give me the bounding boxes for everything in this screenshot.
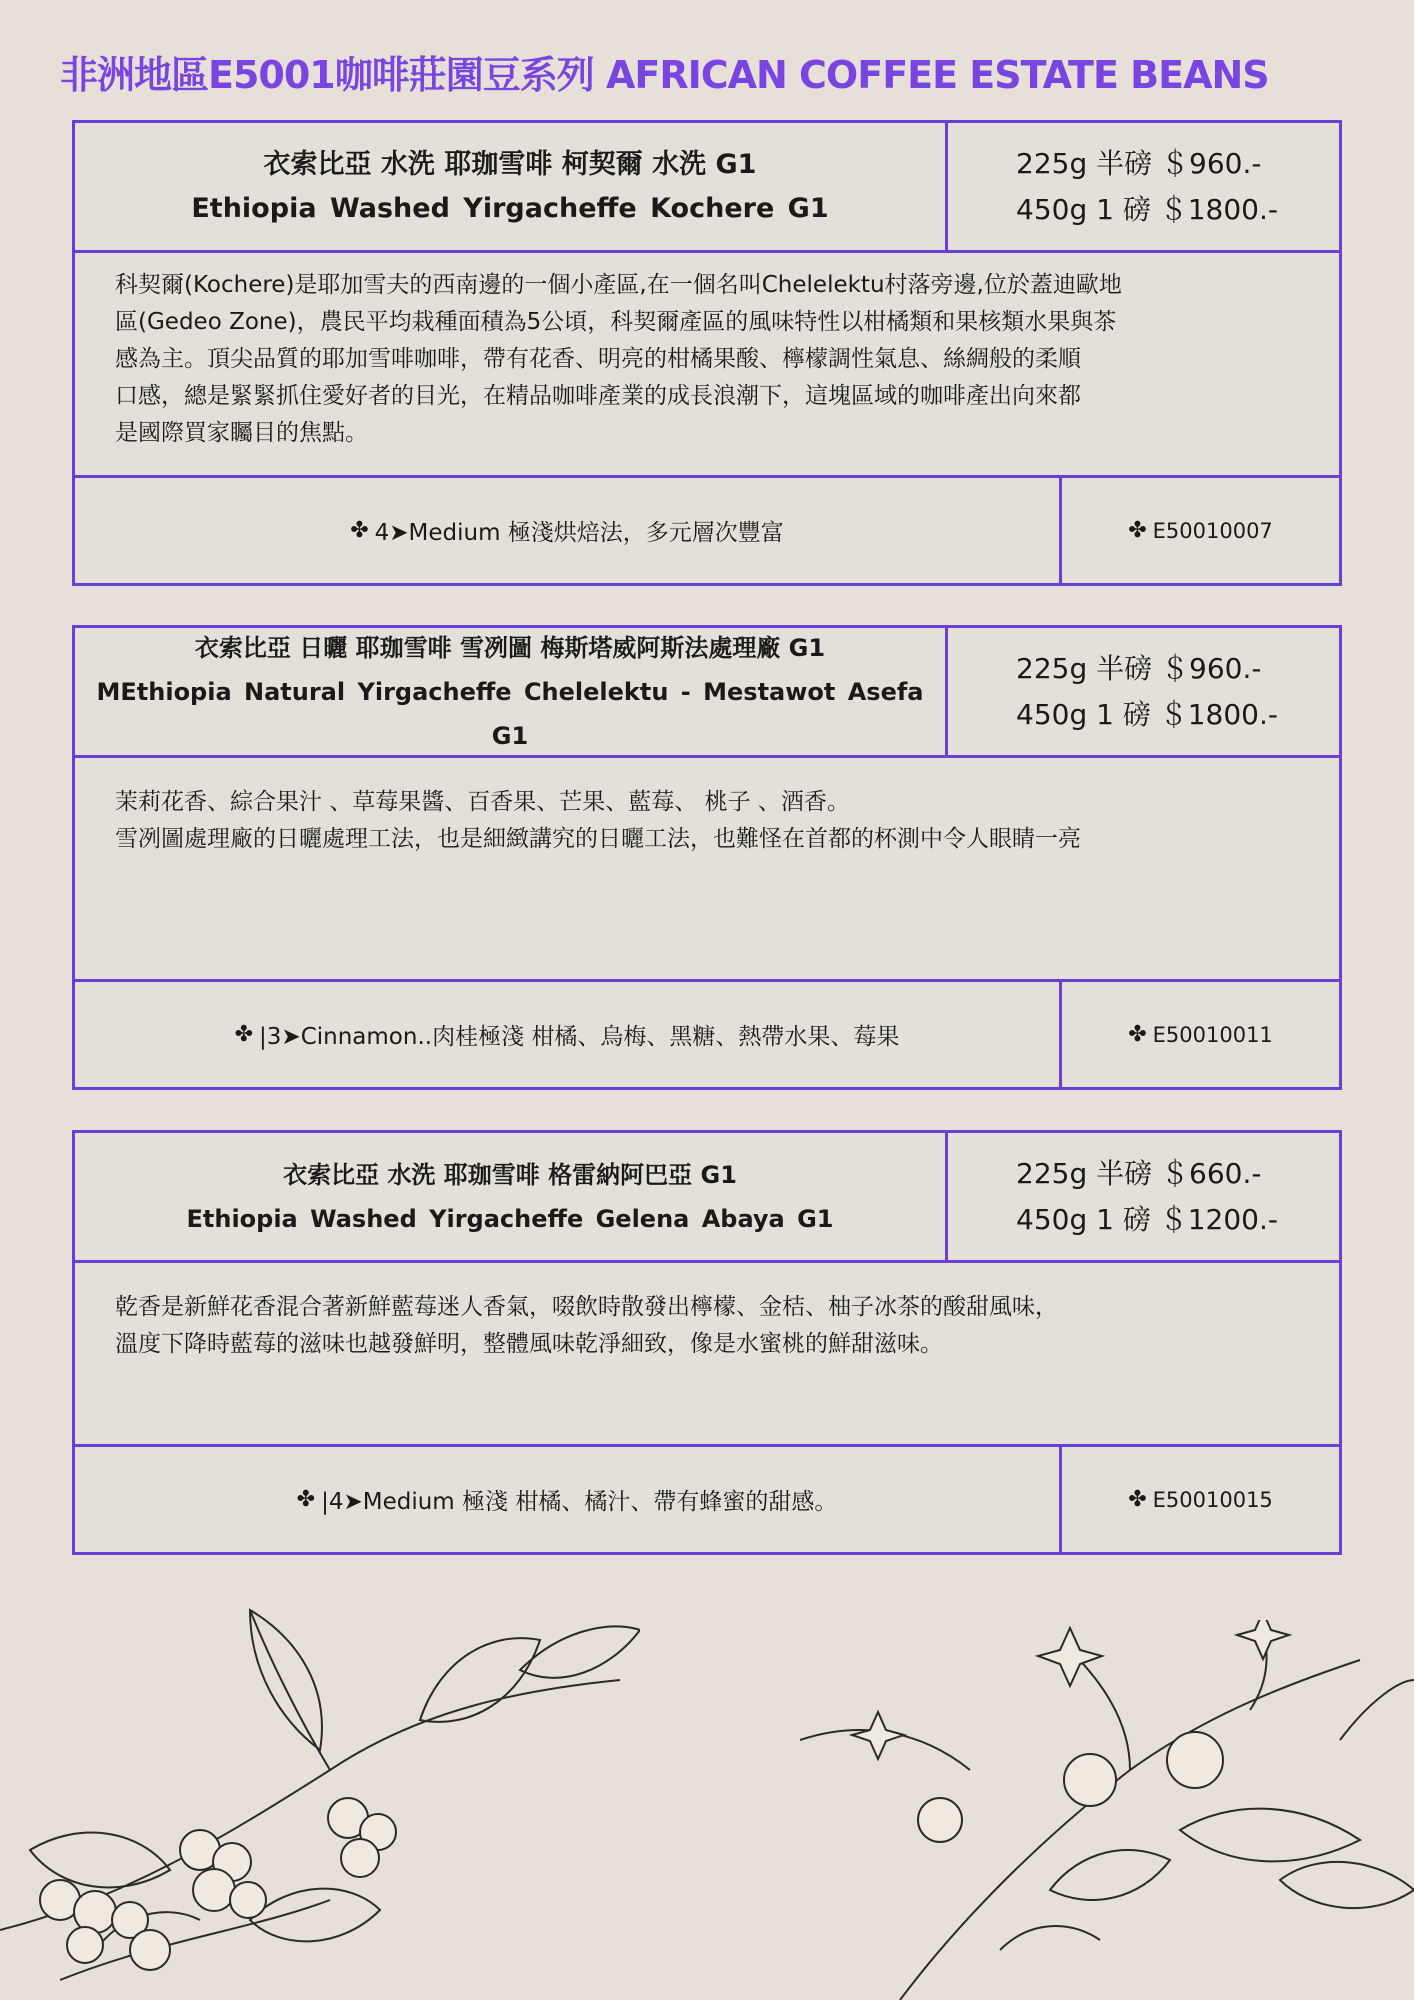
- fleur-cross-icon: ✤: [1128, 1487, 1147, 1512]
- product-name-zh: 衣索比亞 日曬 耶珈雪啡 雪冽圖 梅斯塔威阿斯法處理廠 G1: [194, 633, 826, 662]
- roast-level: [75, 1447, 1062, 1552]
- description-line: 雪冽圖處理廠的日曬處理工法，也是細緻講究的日曬工法，也難怪在首都的杯測中令人眼睛一亮: [115, 826, 1081, 852]
- product-name-en: MEthiopia Natural Yirgacheffe Chelelektu - Mestawot Asefa G1: [96, 677, 924, 750]
- product-card-kochere: [72, 120, 1342, 586]
- description-line: 乾香是新鮮花香混合著新鮮藍莓迷人香氣，啜飲時散發出檸檬、金桔、柚子冰茶的酸甜風味，: [115, 1294, 1058, 1320]
- description-line: 茉莉花香、綜合果汁 、草莓果醬、百香果、芒果、藍莓、 桃子 、酒香。: [115, 789, 850, 815]
- description-line: 溫度下降時藍莓的滋味也越發鮮明，整體風味乾淨細致，像是水蜜桃的鮮甜滋味。: [115, 1331, 943, 1357]
- price-block: [948, 628, 1339, 755]
- product-name-zh: 衣索比亞 水洗 耶珈雪啡 格雷納阿巴亞 G1: [283, 1160, 737, 1189]
- product-name: [75, 123, 948, 250]
- coffee-branch-illustration: [0, 1600, 640, 2000]
- product-code: [1062, 478, 1339, 583]
- price-half-pound: 225g 半磅 ＄660.-: [1016, 1156, 1262, 1190]
- price-half-pound: 225g 半磅 ＄960.-: [1016, 146, 1262, 180]
- price-block: [948, 123, 1339, 250]
- description-line: 感為主。頂尖品質的耶加雪啡咖啡，帶有花香、明亮的柑橘果酸、檸檬調性氣息、絲綢般的柔順: [115, 346, 1081, 372]
- product-name-en: Ethiopia Washed Yirgacheffe Kochere G1: [191, 192, 829, 224]
- product-code-text: E50010015: [1152, 1487, 1273, 1512]
- description-line: 區(Gedeo Zone)，農民平均栽種面積為5公頃，科契爾產區的風味特性以柑橘類和果核類水果與茶: [115, 309, 1117, 335]
- price-one-pound: 450g 1 磅 ＄1800.-: [1016, 192, 1278, 226]
- description-line: 科契爾(Kochere)是耶加雪夫的西南邊的一個小產區,在一個名叫Chelelektu村落旁邊,位於蓋迪歐地: [115, 272, 1122, 298]
- product-name-zh: 衣索比亞 水洗 耶珈雪啡 柯契爾 水洗 G1: [263, 148, 757, 180]
- product-code: [1062, 982, 1339, 1087]
- product-description: [75, 253, 1339, 478]
- roast-text: 4➤Medium 極淺烘焙法，多元層次豐富: [374, 520, 784, 546]
- product-code-text: E50010007: [1152, 518, 1273, 543]
- product-code: [1062, 1447, 1339, 1552]
- roast-text: |3➤Cinnamon..肉桂極淺 柑橘、烏梅、黑糖、熱帶水果、莓果: [259, 1024, 900, 1050]
- roast-text: |4➤Medium 極淺 柑橘、橘汁、帶有蜂蜜的甜感。: [321, 1489, 838, 1515]
- product-code-text: E50010011: [1152, 1022, 1273, 1047]
- fleur-cross-icon: ✤: [1128, 518, 1147, 543]
- fleur-cross-icon: ✤: [1128, 1022, 1147, 1047]
- fleur-cross-icon: ✤: [296, 1487, 316, 1512]
- product-name: [75, 1133, 948, 1260]
- price-block: [948, 1133, 1339, 1260]
- fleur-cross-icon: ✤: [350, 518, 369, 543]
- fleur-cross-icon: ✤: [234, 1022, 254, 1047]
- product-card-chelelektu: [72, 625, 1342, 1090]
- price-half-pound: 225g 半磅 ＄960.-: [1016, 651, 1262, 685]
- product-description: [75, 1263, 1339, 1447]
- price-one-pound: 450g 1 磅 ＄1800.-: [1016, 697, 1278, 731]
- product-card-gelena-abaya: [72, 1130, 1342, 1555]
- page-title: 非洲地區E5001咖啡莊園豆系列 AFRICAN COFFEE ESTATE BEANS: [60, 53, 1269, 97]
- description-line: 是國際買家矚目的焦點。: [115, 420, 368, 446]
- roast-level: [75, 478, 1062, 583]
- product-description: [75, 758, 1339, 982]
- price-one-pound: 450g 1 磅 ＄1200.-: [1016, 1202, 1278, 1236]
- description-line: 口感，總是緊緊抓住愛好者的目光，在精品咖啡產業的成長浪潮下，這塊區域的咖啡產出向來都: [115, 383, 1081, 409]
- product-name: [75, 628, 948, 755]
- coffee-flower-illustration: [800, 1620, 1414, 2000]
- roast-level: [75, 982, 1062, 1087]
- product-name-en: Ethiopia Washed Yirgacheffe Gelena Abaya G1: [186, 1204, 834, 1233]
